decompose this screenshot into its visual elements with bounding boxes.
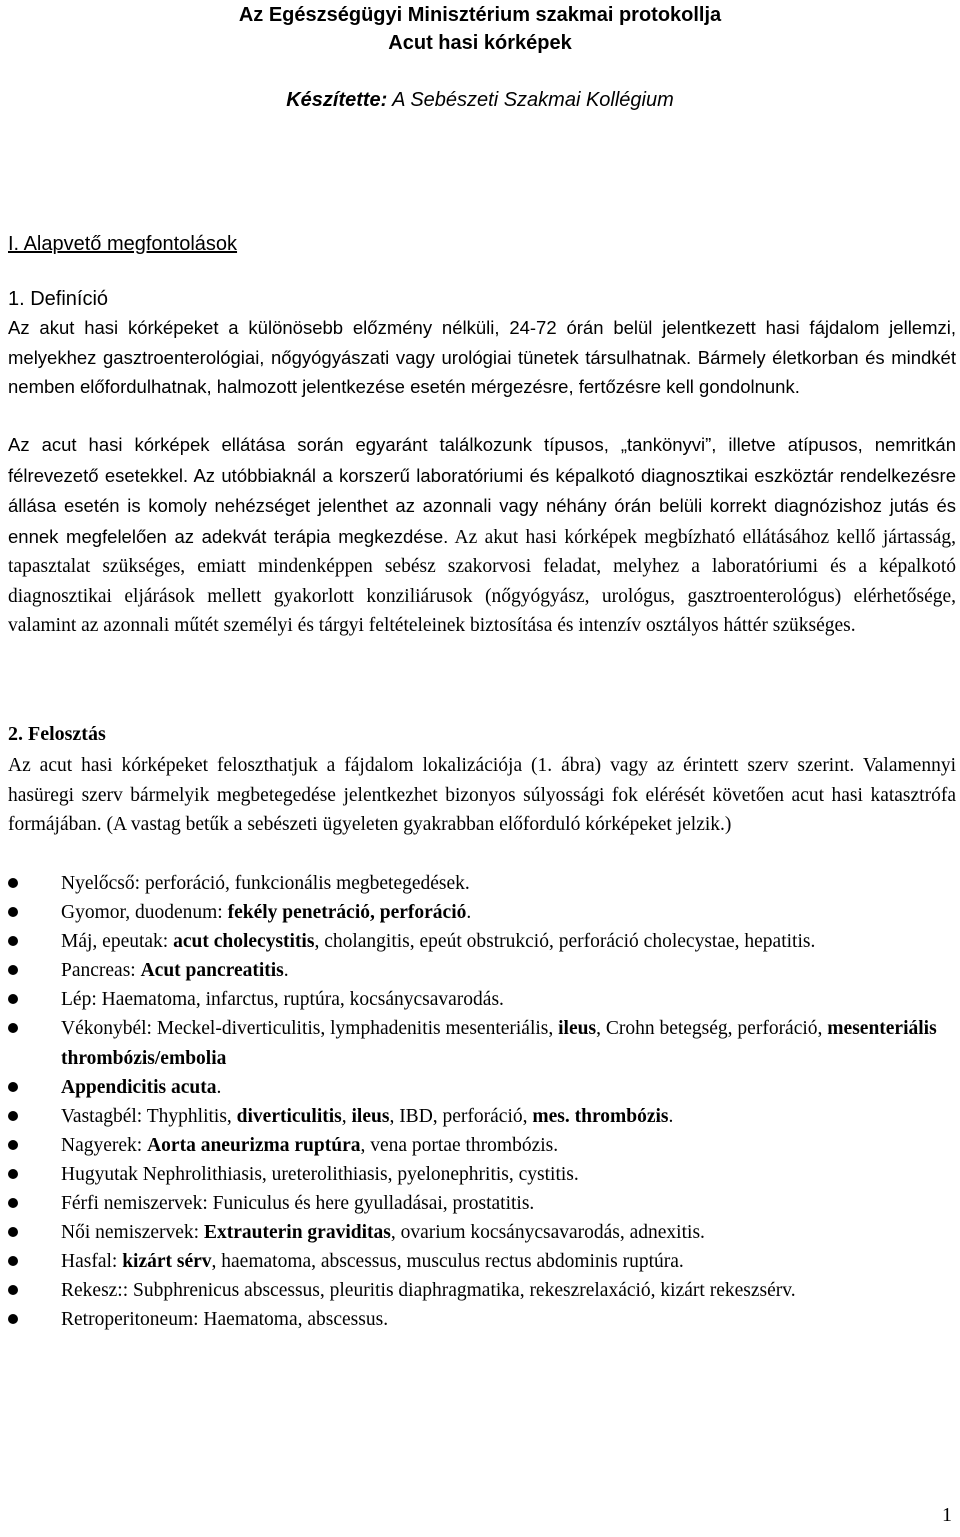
list-item: Hasfal: kizárt sérv, haematoma, abscessus, musculus rectus abdominis ruptúra.	[8, 1247, 958, 1276]
author-label: Készítette:	[286, 89, 388, 111]
list-item: Rekesz:: Subphrenicus abscessus, pleuritis diaphragmatika, rekeszrelaxáció, kizárt rekeszsérv.	[8, 1276, 958, 1305]
list-item: Hugyutak Nephrolithiasis, ureterolithiasis, pyelonephritis, cystitis.	[8, 1160, 958, 1189]
author-line	[0, 88, 960, 112]
section-title: I. Alapvető megfontolások	[8, 233, 238, 255]
list-item: Retroperitoneum: Haematoma, abscessus.	[8, 1305, 958, 1334]
list-item: Vastagbél: Thyphlitis, diverticulitis, ileus, IBD, perforáció, mes. thrombózis.	[8, 1102, 958, 1131]
author-value: A Sebészeti Szakmai Kollégium	[392, 89, 674, 111]
organ-list	[8, 869, 958, 1335]
document-subtitle: Acut hasi kórképek	[388, 32, 572, 54]
list-item: Appendicitis acuta.	[8, 1073, 958, 1102]
definition-paragraph-2	[8, 430, 956, 641]
definition-paragraph-1: Az akut hasi kórképeket a különösebb előzmény nélküli, 24-72 órán belül jelentkezett hasi fájdalom jellemzi, melyekhez gasztroenterológiai, nőgyógyászati vagy urológiai tünetek társulhatnak. Bármely életkorban és mindkét nemben előfordulhatnak, halmozott jelentkezése esetén mérgezésre, fertőzésre kell gondolnunk.	[8, 317, 956, 397]
definition-paragraph-2-serif: Az akut hasi kórképek megbízható ellátásához kellő jártasság, tapasztalat szükséges, emiatt mindenképpen sebész szakorvosi feladat, melyhez a laboratóriumi és a képalkotó diagnosztikai eljárások mellett gyakorlott konziliárusok (nőgyógyász, urológus, gasztroenterológus) elérhetősége, valamint az azonnali műtét személyi és tárgyi feltételeinek biztosítása és intenzív osztályos háttér szükséges.	[8, 526, 956, 636]
list-item: Pancreas: Acut pancreatitis.	[8, 956, 958, 985]
list-item: Női nemiszervek: Extrauterin graviditas, ovarium kocsánycsavarodás, adnexitis.	[8, 1218, 958, 1247]
definition-heading: 1. Definíció	[8, 288, 109, 310]
list-item: Nyelőcső: perforáció, funkcionális megbetegedések.	[8, 869, 958, 898]
list-item: Vékonybél: Meckel-diverticulitis, lymphadenitis mesenteriális, ileus, Crohn betegség, perforáció, mesenteriális thrombózis/embolia	[8, 1014, 958, 1072]
document-title: Az Egészségügyi Minisztérium szakmai protokollja	[238, 4, 722, 26]
definition-paragraph-2-sans: Az acut hasi kórképek ellátása során egyaránt találkozunk típusos, „tankönyvi”, illetve atípusos, nemritkán félrevezető esetekkel. Az utóbbiaknál a korszerű laboratóriumi és képalkotó diagnosztikai eszköztár rendelkezésre állása esetén is komoly nehézséget jelenthet az azonnali vagy néhány órán belüli korrekt diagnózishoz jutás és ennek megfelelően az adekvát terápia megkezdése.	[8, 434, 956, 547]
classification-heading: 2. Felosztás	[8, 723, 106, 745]
list-item: Férfi nemiszervek: Funiculus és here gyulladásai, prostatitis.	[8, 1189, 958, 1218]
list-item: Lép: Haematoma, infarctus, ruptúra, kocsánycsavarodás.	[8, 985, 958, 1014]
list-item: Gyomor, duodenum: fekély penetráció, perforáció.	[8, 898, 958, 927]
page-number: 1	[942, 1504, 952, 1526]
list-item: Nagyerek: Aorta aneurizma ruptúra, vena portae thrombózis.	[8, 1131, 958, 1160]
classification-intro: Az acut hasi kórképeket feloszthatjuk a fájdalom lokalizációja (1. ábra) vagy az érintett szerv szerint. Valamennyi hasüregi szerv bármelyik megbetegedése jelentkezhet bizonyos súlyossági fok elérését követően acut hasi katasztrófa formájában. (A vastag betűk a sebészeti ügyeleten gyakrabban előforduló kórképeket jelzik.)	[8, 755, 956, 835]
list-item: Máj, epeutak: acut cholecystitis, cholangitis, epeút obstrukció, perforáció cholecystae, hepatitis.	[8, 927, 958, 956]
